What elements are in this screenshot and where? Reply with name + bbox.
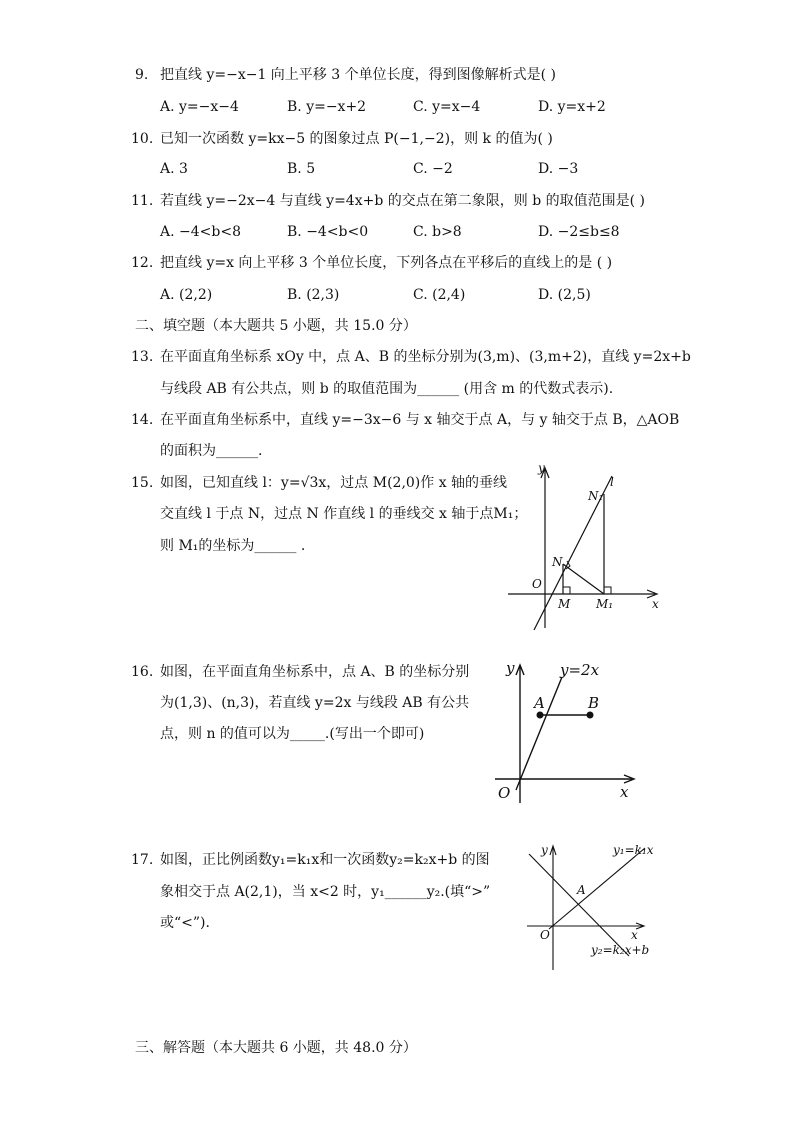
option-b: B. (2,3)	[287, 287, 340, 303]
option-a: A. −4<b<8	[160, 224, 241, 240]
option-d: D. y=x+2	[538, 99, 606, 115]
question-line: 为(1,3)、(n,3)，若直线 y=2x 与线段 AB 有公共	[160, 695, 470, 711]
label-y: y	[506, 659, 515, 677]
question-line: 点，则 n 的值可以为_____.(写出一个即可)	[160, 726, 425, 742]
label-o: O	[498, 784, 511, 802]
question-line: 与线段 AB 有公共点，则 b 的取值范围为______ (用含 m 的代数式表示).	[160, 381, 614, 397]
label-o: O	[532, 577, 542, 591]
segment-nm1	[563, 564, 604, 594]
question-number: 14.	[131, 412, 154, 428]
question-number: 10.	[131, 131, 154, 147]
option-d: D. −2≤b≤8	[538, 224, 620, 240]
question-line: 在平面直角坐标系 xOy 中，点 A、B 的坐标分别为(3,m)、(3,m+2)，直线 y=2x+b	[160, 349, 691, 365]
label-a: A	[534, 694, 545, 712]
question-number: 16.	[131, 664, 154, 680]
question-stem: 把直线 y=−x−1 向上平移 3 个单位长度，得到图像解析式是( )	[160, 67, 556, 83]
label-a: A	[577, 883, 586, 897]
right-angle-mark	[604, 587, 611, 594]
option-b: B. 5	[287, 161, 316, 177]
question-line: 象相交于点 A(2,1)，当 x<2 时，y₁______y₂.(填“>”	[160, 884, 491, 900]
option-c: C. y=x−4	[413, 99, 481, 115]
section-heading: 三、解答题（本大题共 6 小题，共 48.0 分）	[135, 1040, 417, 1056]
label-n: N	[552, 555, 563, 569]
question-line: 则 M₁的坐标为______ .	[160, 538, 306, 554]
question-line: 或“<”).	[160, 915, 210, 931]
question-line: 的面积为______.	[160, 443, 263, 459]
option-b: B. −4<b<0	[287, 224, 369, 240]
question-line: 如图，在平面直角坐标系中，点 A、B 的坐标分别	[160, 664, 470, 680]
question-stem: 已知一次函数 y=kx−5 的图象过点 P(−1,−2)，则 k 的值为( )	[160, 131, 553, 147]
question-stem: 把直线 y=x 向上平移 3 个单位长度，下列各点在平移后的直线上的是 ( )	[160, 255, 613, 271]
q17-figure	[515, 838, 685, 973]
option-b: B. y=−x+2	[287, 99, 367, 115]
point-b	[587, 712, 594, 719]
option-c: C. (2,4)	[413, 287, 466, 303]
question-line: 如图，已知直线 l：y=√3x，过点 M(2,0)作 x 轴的垂线	[160, 475, 508, 491]
question-line: 交直线 l 于点 N，过点 N 作直线 l 的垂线交 x 轴于点M₁；	[160, 506, 528, 522]
label-m: M	[558, 597, 571, 611]
label-l: l	[610, 475, 614, 489]
question-number: 9.	[135, 67, 149, 83]
question-number: 11.	[131, 193, 154, 209]
label-y: y	[541, 843, 548, 857]
label-m1: M₁	[596, 597, 614, 611]
question-number: 17.	[131, 852, 154, 868]
option-a: A. 3	[160, 161, 188, 177]
option-a: A. (2,2)	[160, 287, 213, 303]
option-d: D. (2,5)	[538, 287, 591, 303]
section-heading: 二、填空题（本大题共 5 小题，共 15.0 分）	[135, 318, 417, 334]
label-x: x	[620, 783, 629, 801]
q15-figure	[500, 458, 670, 638]
label-x: x	[631, 928, 638, 942]
label-y: y	[538, 461, 545, 475]
question-stem: 若直线 y=−2x−4 与直线 y=4x+b 的交点在第二象限，则 b 的取值范围是( )	[160, 193, 645, 209]
option-a: A. y=−x−4	[160, 99, 239, 115]
question-number: 15.	[131, 475, 154, 491]
point-a	[537, 712, 544, 719]
question-line: 如图，正比例函数y₁=k₁x和一次函数y₂=k₂x+b 的图	[160, 852, 490, 868]
label-y1: y₁=k₁x	[613, 843, 654, 857]
q16-figure	[490, 655, 640, 805]
option-c: C. −2	[413, 161, 453, 177]
label-b: B	[588, 694, 600, 712]
question-number: 12.	[131, 255, 154, 271]
right-angle-mark	[563, 587, 570, 594]
label-x: x	[652, 597, 659, 611]
label-line-eq: y=2x	[560, 661, 600, 679]
label-n1: N₁	[588, 489, 604, 503]
label-y2: y₂=k₂x+b	[591, 943, 650, 957]
option-c: C. b>8	[413, 224, 462, 240]
question-number: 13.	[131, 349, 154, 365]
option-d: D. −3	[538, 161, 579, 177]
label-o: O	[540, 928, 550, 942]
question-line: 在平面直角坐标系中，直线 y=−3x−6 与 x 轴交于点 A，与 y 轴交于点 B，△AOB	[160, 412, 680, 428]
